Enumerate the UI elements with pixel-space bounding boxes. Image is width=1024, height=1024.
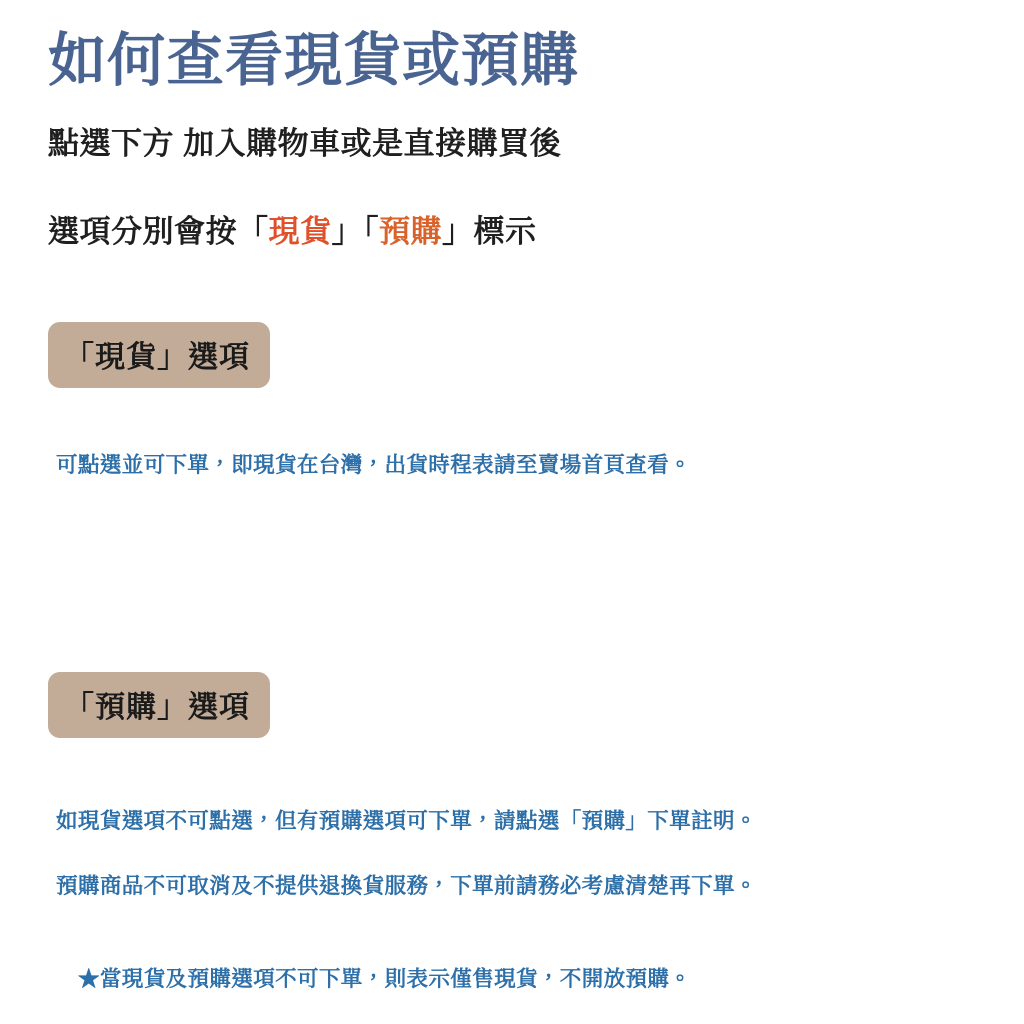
intro-line-2-suffix: 」標示	[442, 213, 537, 249]
preorder-note-1: 如現貨選項不可點選，但有預購選項可下單，請點選「預購」下單註明。	[56, 808, 757, 833]
intro-highlight-preorder: 預購	[379, 213, 442, 249]
stock-note: 可點選並可下單，即現貨在台灣，出貨時程表請至賣場首頁查看。	[56, 453, 692, 478]
intro-line-2	[48, 211, 976, 253]
intro-line-1: 點選下方 加入購物車或是直接購買後	[48, 125, 562, 161]
preorder-note-2: 預購商品不可取消及不提供退換貨服務，下單前請務必考慮清楚再下單。	[56, 873, 757, 898]
intro-line-2-middle: 」「	[331, 213, 379, 249]
intro-highlight-stock: 現貨	[268, 213, 332, 249]
stock-section-header	[48, 322, 976, 388]
intro-line-2-prefix: 選項分別會按「	[48, 213, 269, 249]
badge-preorder: 「預購」選項	[48, 672, 270, 738]
preorder-section-header	[48, 672, 976, 738]
badge-stock: 「現貨」選項	[48, 322, 270, 388]
preorder-note-star: ★當現貨及預購選項不可下單，則表示僅售現貨，不開放預購。	[78, 966, 692, 991]
page-title: 如何查看現貨或預購	[48, 28, 580, 93]
